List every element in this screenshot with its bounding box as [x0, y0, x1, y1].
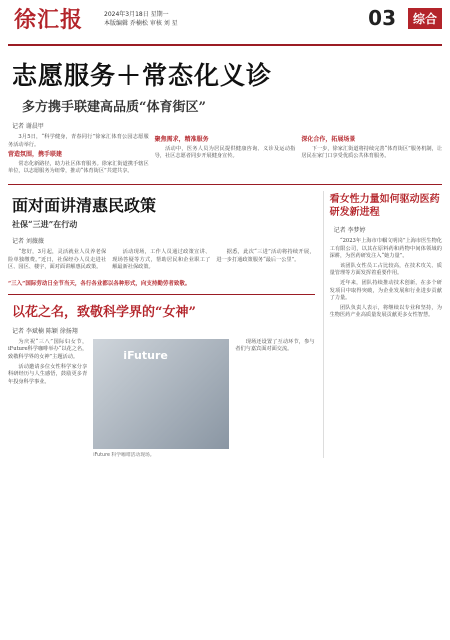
issue-date: 2024年3月18日 星期一: [104, 11, 169, 18]
second-paragraph: 活动现场，工作人员通过政策宣讲、现场答疑等方式，帮助居民和企业职工了解最新社保政策。: [112, 248, 211, 271]
sidebar-byline: 记者 李梦婷: [333, 226, 366, 234]
lead-paragraph: 3月5日，“科学健身，青春同行”徐家汇体育公园志愿服务活动举行。: [8, 134, 149, 148]
masthead-meta: [104, 10, 178, 28]
lead-paragraph: 常态化新路径，助力社区体育服务。徐家汇街道携手辖区单位，以志愿服务为纽带，推动“体育街区”共建共享。: [8, 160, 149, 175]
sidebar-body: [330, 238, 442, 320]
divider: [8, 184, 442, 185]
divider: [8, 294, 315, 295]
lead-paragraph: 活动中，医务人员为居民提供健康咨询、义诊及运动指导，社区志愿者同步开展健身宣传。: [154, 145, 296, 160]
lead-subhead: 营造氛围，携手联建: [8, 151, 63, 159]
lower-left: [8, 191, 315, 458]
lead-article: [8, 56, 442, 178]
pull-quote: “三入”国际劳动日全节当天，各行各业都以各种形式，向支持勤劳者致敬。: [8, 280, 191, 287]
photo-block: [93, 339, 229, 458]
photo-sign-text: iFuture: [123, 348, 168, 362]
section-badge: 综合: [408, 8, 442, 29]
second-subheadline: 社保“三进”在行动: [12, 218, 78, 229]
sidebar-paragraph: 近年来，团队持续推动技术创新，在多个研发项目中取得突破，为企业发展和行业进步贡献了力量。: [329, 279, 442, 302]
third-column-2: [235, 339, 314, 458]
sidebar-paragraph: “2023年上海市巾帼文明岗”上海市医生物化工有限公司，以其在原料药和药物中间体领域的深耕，为医药研发注入“她力量”。: [329, 237, 442, 260]
third-paragraph: 现场还设置了互动环节，参与者们与嘉宾面对面交流。: [235, 338, 315, 353]
lower-section: [8, 191, 442, 458]
editor-line: 本版编辑 乔楠松 审核 刘 星: [104, 20, 178, 27]
second-byline: 记者 刘薇薇: [12, 237, 44, 245]
second-column-1: [8, 249, 106, 274]
sidebar-headline: 看女性力量如何驱动医药研发新进程: [329, 193, 440, 218]
third-article: [8, 301, 315, 458]
third-byline: 记者 李斌楠 陈颖 徐扬翔: [12, 327, 78, 335]
page-number: 03: [368, 6, 396, 30]
third-column-1: [8, 339, 87, 458]
sidebar-article: [323, 191, 442, 458]
lead-subhead: 深化合作，拓展场景: [301, 136, 356, 143]
third-headline: 以花之名，致敬科学界的“女神”: [12, 304, 196, 320]
newspaper-logo: 徐汇报: [14, 7, 84, 33]
second-article: [8, 193, 315, 288]
event-photo: [93, 339, 229, 449]
second-headline: 面对面讲清惠民政策: [12, 195, 157, 215]
photo-caption: iFuture 科学咖啡活动现场。: [93, 452, 155, 458]
second-column-2: [112, 249, 210, 274]
sidebar-paragraph: 团队负责人表示，将继续以专业和坚持，为生物医药产业高质量发展贡献更多女性智慧。: [329, 304, 442, 319]
lead-paragraph: 下一步，徐家汇街道将持续完善“体育街区”服务机制，让居民在家门口享受优质公共体育服务。: [301, 145, 443, 160]
second-paragraph: “您好，3月起，灵活就业人员养老保险单独缴费。”近日，社保经办人员走进社区、园区、楼宇，面对面讲解惠民政策。: [8, 248, 107, 271]
sidebar-paragraph: 该团队女性员工占比较高，在技术攻关、质量管理等方面发挥着重要作用。: [329, 262, 442, 277]
second-column-3: [216, 249, 314, 274]
third-paragraph: 活动邀请多位女性科学家分享科研经历与人生感悟，鼓励更多青年投身科学事业。: [8, 363, 88, 385]
lead-headline: 志愿服务＋常态化义诊: [12, 61, 273, 90]
third-paragraph: 为庆祝“三八”国际妇女节，iFuture科学咖啡举办“以花之名，致敬科学界的女神”主题活动。: [8, 338, 88, 360]
lead-byline: 记者 谢晨甲: [12, 123, 44, 130]
second-columns: [8, 249, 315, 274]
second-paragraph: 据悉，此次“三进”活动将持续开展，进一步打通政策服务“最后一公里”。: [216, 248, 315, 263]
lead-subheadline: 多方携手联建高品质“体育街区”: [22, 100, 206, 115]
lead-column-3: [301, 134, 442, 178]
lead-column-2: [155, 134, 296, 178]
lead-column-1: [8, 134, 149, 178]
third-body: [8, 339, 315, 458]
lead-subhead: 聚焦需求，精准服务: [154, 136, 209, 143]
lead-columns: [8, 134, 442, 178]
masthead: [8, 0, 442, 46]
